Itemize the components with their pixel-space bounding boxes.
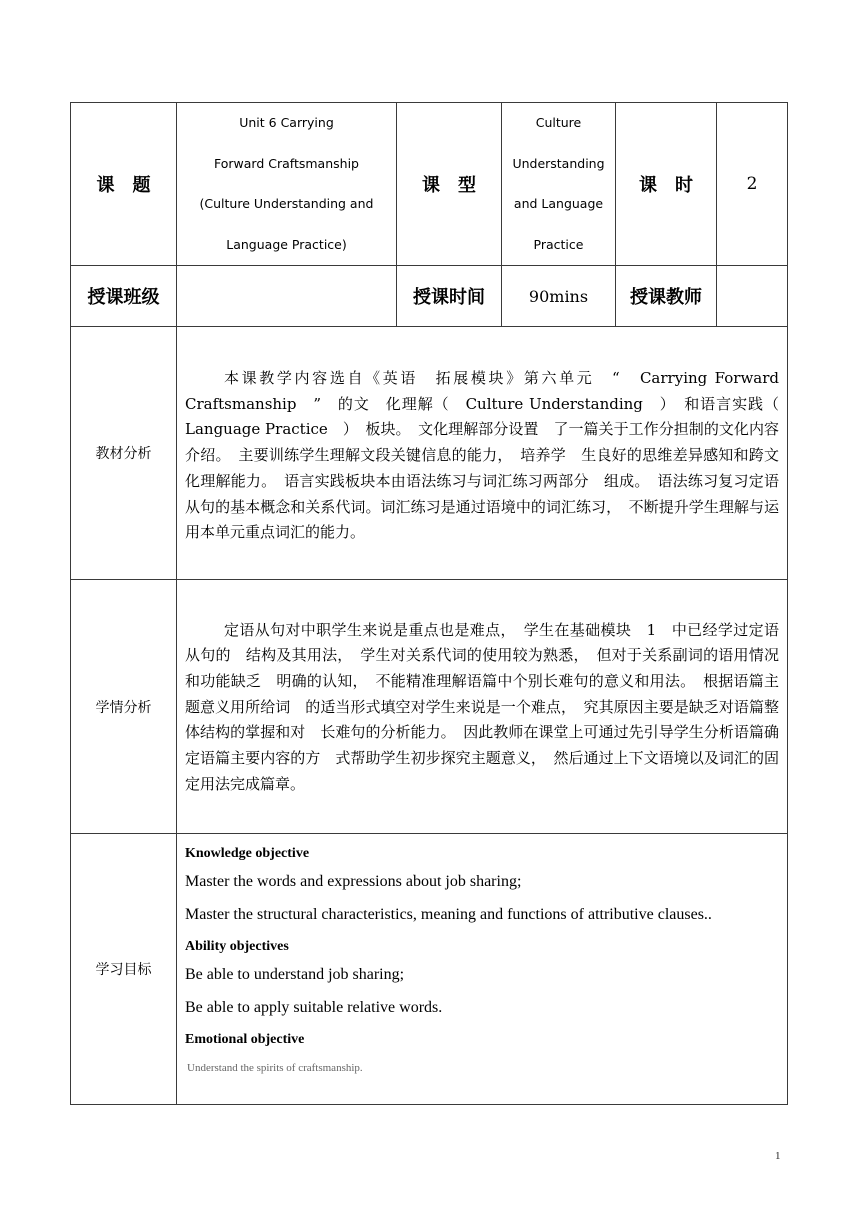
teacher-label: 授课教师	[616, 266, 717, 327]
emotional-heading: Emotional objective	[185, 1032, 305, 1047]
knowledge-heading: Knowledge objective	[185, 846, 310, 861]
textbook-analysis-text: 本课教学内容选自《英语 拓展模块》第六单元 “ Carrying Forward Craftsmanship ” 的文 化理解（ Culture Understanding ） 和语言实践（ Language Practice ） 板块。 文化理解部分设置 了一篇关于工作分担制的文化内容介绍。 主要训练学生理解文段关键信息的能力， 培养学 生良好的思维差异感知和跨文化理解能力。 语言实践板块本由语法练习与词汇练习两部分 组成。 语法练习复习定语从句的基本概念和关系代词。词汇练习是通过语境中的词汇练习， 不断提升学生理解与运用本单元重点词汇的能力。	[177, 327, 788, 580]
hours-label: 课 时	[616, 103, 717, 266]
topic-line: Forward Craftsmanship	[214, 155, 359, 171]
textbook-label: 教材分析	[71, 327, 177, 580]
ability-item: Be able to apply suitable relative words.	[185, 999, 443, 1016]
type-line: Practice	[533, 236, 584, 252]
ability-item: Be able to understand job sharing;	[185, 966, 405, 983]
time-label: 授课时间	[397, 266, 502, 327]
class-label: 授课班级	[71, 266, 177, 327]
topic-value	[177, 103, 397, 266]
objectives-content	[177, 834, 788, 1105]
lesson-plan-table	[70, 102, 795, 1105]
class-value	[177, 266, 397, 327]
topic-line: (Culture Understanding and	[199, 196, 374, 211]
type-label: 课 型	[397, 103, 502, 266]
page-number: 1	[775, 1150, 781, 1162]
ability-heading: Ability objectives	[185, 939, 289, 954]
type-value	[502, 103, 616, 266]
class-row	[71, 266, 788, 327]
objectives-row	[71, 834, 788, 1105]
students-analysis-text: 定语从句对中职学生来说是重点也是难点， 学生在基础模块 1 中已经学过定语从句的 结构及其用法， 学生对关系代词的使用较为熟悉， 但对于关系副词的语用情况和功能缺乏 明确的认知， 不能精准理解语篇中个别长难句的意义和用法。 根据语篇主题意义用所给词 的适当形式填空对学生来说是一个难点， 究其原因主要是缺乏对语篇整体结构的掌握和对 长难句的分析能力。 因此教师在课堂上可通过先引导学生分析语篇确定语篇主要内容的方 式帮助学生初步探究主题意义， 然后通过上下文语境以及词汇的固定用法完成篇章。	[177, 580, 788, 834]
type-line: Understanding	[512, 155, 605, 171]
teacher-value	[717, 266, 788, 327]
students-row	[71, 580, 788, 834]
topic-line: Unit 6 Carrying	[239, 115, 334, 130]
header-row	[71, 103, 788, 266]
type-line: Culture	[535, 115, 582, 130]
students-label: 学情分析	[71, 580, 177, 834]
knowledge-item: Master the words and expressions about job sharing;	[185, 873, 522, 890]
topic-line: Language Practice)	[226, 236, 347, 252]
time-value: 90mins	[502, 266, 616, 327]
objectives-label: 学习目标	[71, 834, 177, 1105]
type-line: and Language	[513, 196, 604, 211]
topic-label: 课 题	[71, 103, 177, 266]
textbook-row	[71, 327, 788, 580]
emotional-text: Understand the spirits of craftsmanship.	[187, 1062, 363, 1074]
knowledge-item: Master the structural characteristics, meaning and functions of attributive clauses..	[185, 906, 712, 923]
hours-value: 2	[717, 103, 788, 266]
